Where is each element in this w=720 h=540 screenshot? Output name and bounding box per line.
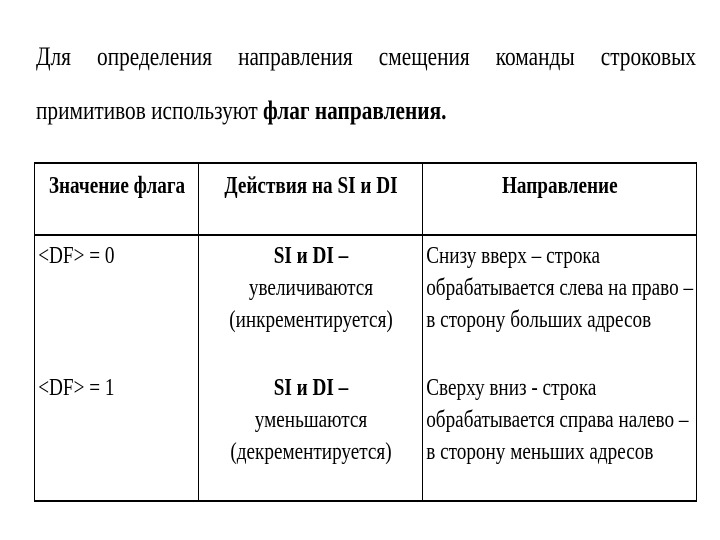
cell-flag	[35, 368, 199, 501]
cell-action	[199, 368, 423, 501]
table-row	[35, 368, 697, 501]
header-flag-value-label: Значение флага	[48, 173, 186, 199]
direction-text: Сверху вниз - строка обрабатывается справа налево – в сторону меньших адресов	[426, 375, 689, 465]
table-row	[35, 235, 697, 368]
cell-action	[199, 235, 423, 368]
action-text	[199, 368, 423, 468]
intro-paragraph	[36, 30, 696, 138]
table-header-row	[35, 163, 697, 235]
header-direction	[423, 163, 697, 235]
header-direction-label: Направление	[501, 173, 618, 199]
intro-word: Для	[36, 42, 71, 71]
intro-word: направления	[238, 42, 353, 71]
flag-value: <DF> = 1	[38, 375, 115, 401]
header-flag-value	[35, 163, 199, 235]
intro-line-2	[36, 84, 696, 138]
cell-flag	[35, 235, 199, 368]
action-registers: SI и DI –	[273, 375, 349, 401]
header-actions-label: Действия на SI и DI	[224, 173, 398, 199]
direction-text: Снизу вверх – строка обрабатывается слева на право – в сторону больших адресов	[426, 243, 694, 333]
cell-direction	[423, 368, 697, 501]
flag-value: <DF> = 0	[38, 243, 115, 269]
intro-word: смещения	[378, 42, 470, 71]
intro-line-2-bold: флаг направления.	[263, 96, 447, 125]
intro-word: определения	[97, 42, 213, 71]
cell-direction	[423, 235, 697, 368]
intro-line-2-text: примитивов используют	[36, 96, 264, 125]
action-description: увеличиваются (инкрементируется)	[229, 275, 393, 333]
intro-word: команды	[495, 42, 575, 71]
df-flag-table	[34, 162, 697, 502]
intro-word: строковых	[600, 42, 697, 71]
action-text	[199, 236, 423, 336]
action-registers: SI и DI –	[273, 243, 349, 269]
action-description: уменьшаются (декрементируется)	[230, 407, 392, 465]
header-actions	[199, 163, 423, 235]
intro-line-1	[36, 30, 696, 84]
